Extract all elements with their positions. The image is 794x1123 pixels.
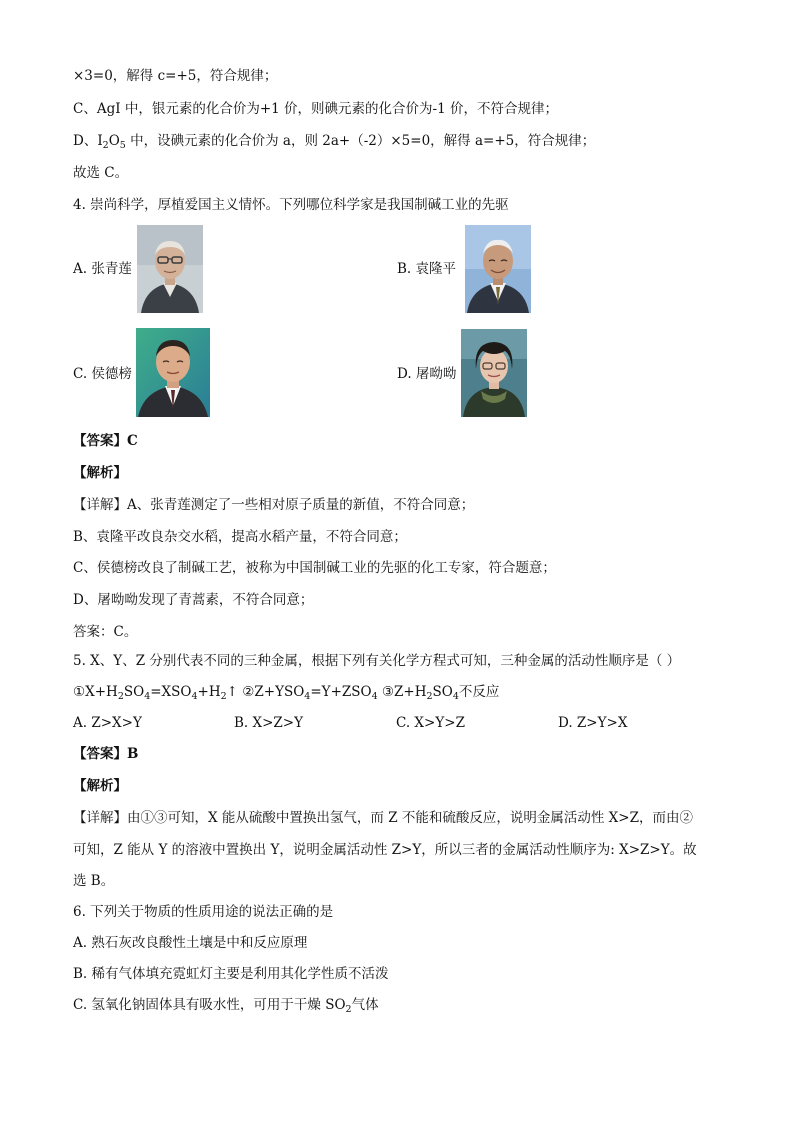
q4-answer: 【答案】C bbox=[73, 433, 138, 449]
q4-detail-line: 答案：C。 bbox=[73, 624, 138, 640]
text-line: D、$I_2O_5$ 中，设碘元素的化合价为 a，则 2a+（-2）×5=0，解得 a=+5，符合规律； bbox=[73, 133, 596, 151]
portrait-yuan-longping bbox=[465, 225, 531, 313]
q6-option-a: A. 熟石灰改良酸性土壤是中和反应原理 bbox=[73, 935, 308, 951]
q4-detail-line: 【详解】A、张青莲测定了一些相对原子质量的新值，不符合同意； bbox=[73, 497, 475, 513]
q4-detail-line: B、袁隆平改良杂交水稻，提高水稻产量，不符合同意； bbox=[73, 529, 407, 545]
q5-detail-line: 可知，Z 能从 Y 的溶液中置换出 Y，说明金属活动性 Z>Y，所以三者的金属活动性顺序为: X>Z>Y。故 bbox=[73, 842, 697, 858]
q5-option-d: D. Z>Y>X bbox=[558, 715, 628, 731]
q5-option-b: B. X>Z>Y bbox=[234, 715, 304, 731]
portrait-hou-debang bbox=[136, 328, 210, 417]
portrait-tu-youyou bbox=[461, 329, 527, 417]
q5-option-a: A. Z>X>Y bbox=[73, 715, 142, 731]
q4-detail-line: D、屠呦呦发现了青蒿素，不符合同意； bbox=[73, 592, 314, 608]
q4-analysis-heading: 【解析】 bbox=[73, 465, 127, 481]
q5-analysis-heading: 【解析】 bbox=[73, 778, 127, 794]
q4-option-b: B. 袁隆平 bbox=[397, 261, 457, 277]
q4-option-a: A. 张青莲 bbox=[73, 261, 132, 277]
text-line: 故选 C。 bbox=[73, 165, 129, 181]
text-line: C、AgI 中，银元素的化合价为+1 价，则碘元素的化合价为-1 价，不符合规律； bbox=[73, 101, 558, 117]
q4-detail-line: C、侯德榜改良了制碱工艺，被称为中国制碱工业的先驱的化工专家，符合题意； bbox=[73, 560, 556, 576]
q5-answer: 【答案】B bbox=[73, 746, 139, 762]
text-line: ×3=0，解得 c=+5，符合规律； bbox=[73, 68, 278, 84]
q5-detail-line: 【详解】由①③可知，X 能从硫酸中置换出氢气，而 Z 不能和硫酸反应，说明金属活动性 X>Z，而由② bbox=[73, 810, 693, 826]
q4-option-c: C. 侯德榜 bbox=[73, 366, 132, 382]
question-5-stem: 5. X、Y、Z 分别代表不同的三种金属，根据下列有关化学方程式可知，三种金属的活动性顺序是（ ） bbox=[73, 653, 681, 669]
q5-equations: $①X+H_2SO_4=XSO_4+H_2↑$ $②Z+YSO_4=Y+ZSO_4$ $③Z+H_2SO_4$不反应 bbox=[73, 684, 500, 702]
q5-detail-line: 选 B。 bbox=[73, 873, 115, 889]
q5-option-c: C. X>Y>Z bbox=[396, 715, 465, 731]
question-4-stem: 4. 崇尚科学，厚植爱国主义情怀。下列哪位科学家是我国制碱工业的先驱 bbox=[73, 197, 509, 213]
q6-option-c: C. 氢氧化钠固体具有吸水性，可用于干燥 $SO_2$气体 bbox=[73, 997, 379, 1015]
portrait-zhang-qinglian bbox=[137, 225, 203, 313]
q6-option-b: B. 稀有气体填充霓虹灯主要是利用其化学性质不活泼 bbox=[73, 966, 389, 982]
q4-option-d: D. 屠呦呦 bbox=[397, 366, 457, 382]
question-6-stem: 6. 下列关于物质的性质用途的说法正确的是 bbox=[73, 904, 334, 920]
